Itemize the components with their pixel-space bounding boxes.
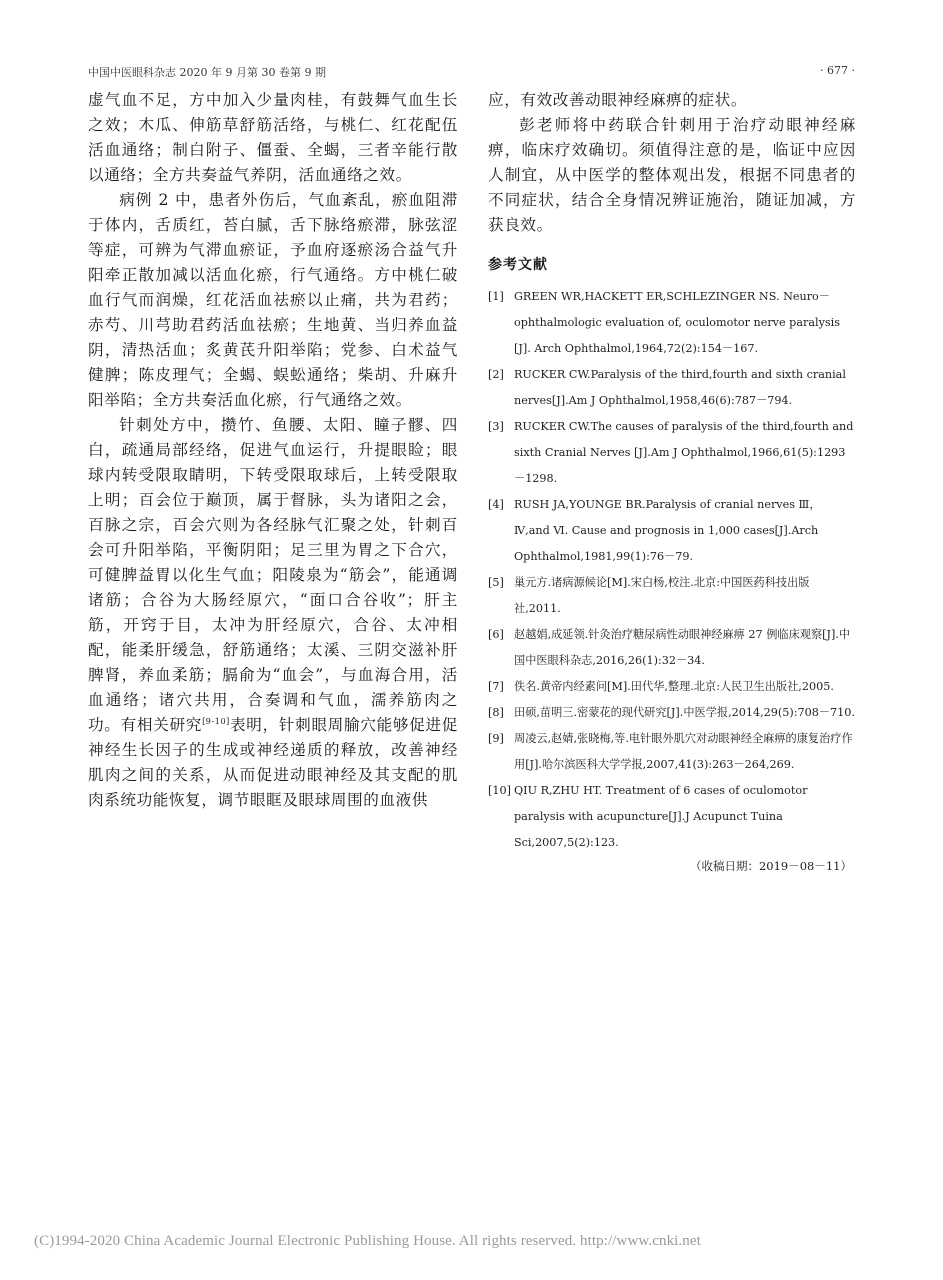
- reference-number: [2]: [488, 368, 504, 381]
- paragraph: 彭老师将中药联合针刺用于治疗动眼神经麻痹，临床疗效确切。须值得注意的是，临证中应因人制宜，从中医学的整体观出发，根据不同患者的不同症状，结合全身情况辨证施治，随证加减，方获良效。: [488, 116, 856, 234]
- paragraph-text: 表明，针刺眼周腧穴能够促进促神经生长因子的生成或神经递质的释放，改善神经肌肉之间的关系，从而促进动眼神经及其支配的肌肉系统功能恢复，调节眼眶及眼球周围的血液供: [88, 716, 458, 809]
- reference-item: [488, 674, 856, 700]
- reference-text: QIU R,ZHU HT. Treatment of 6 cases of oculomotor paralysis with acupuncture[J].J Acupunct Tuina Sci,2007,5(2):123.: [514, 784, 808, 849]
- reference-text: 巢元方.诸病源候论[M].宋白杨,校注.北京:中国医药科技出版社,2011.: [514, 576, 810, 615]
- received-date: （收稿日期：2019－08－11）: [689, 859, 852, 873]
- paragraph-text: 针刺处方中，攒竹、鱼腰、太阳、瞳子髎、四白，疏通局部经络，促进气血运行，升提眼睑；眼球内转受限取睛明，下转受限取球后，上转受限取上明；百会位于巅顶，属于督脉，头为诸阳之会，百脉之宗，百会穴则为各经脉气汇聚之处，针刺百会可升阳举陷，平衡阴阳；足三里为胃之下合穴，可健脾益胃以化生气血；阳陵泉为“筋会”，能通调诸筋；合谷为大肠经原穴，“面口合谷收”；肝主筋，开窍于目，太冲为肝经原穴，合谷、太冲相配，能柔肝缓急，舒筋通络；太溪、三阴交滋补肝脾肾，养血柔筋；膈俞为“血会”，与血海合用，活血通络；诸穴共用，合奏调和气血，濡养筋肉之功。有相关研究: [88, 416, 458, 734]
- reference-text: 田硕,苗明三.密蒙花的现代研究[J].中医学报,2014,29(5):708－710.: [514, 706, 855, 719]
- journal-header: 中国中医眼科杂志 2020 年 9 月第 30 卷第 9 期: [88, 66, 326, 79]
- reference-text: RUCKER CW.Paralysis of the third,fourth and sixth cranial nerves[J].Am J Ophthalmol,1958,46(6):787－794.: [514, 368, 846, 407]
- reference-text: RUSH JA,YOUNGE BR.Paralysis of cranial nerves Ⅲ，Ⅳ,and Ⅵ. Cause and prognosis in 1,000 cases[J].Arch Ophthalmol,1981,99(1):76－79.: [514, 498, 821, 563]
- paragraph: 病例 2 中，患者外伤后，气血紊乱，瘀血阻滞于体内，舌质红，苔白腻，舌下脉络瘀滞，脉弦涩等症，可辨为气滞血瘀证，予血府逐瘀汤合益气升阳牵正散加减以活血化瘀，行气通络。方中桃仁破血行气而润燥，红花活血祛瘀以止痛，共为君药；赤芍、川芎助君药活血祛瘀；生地黄、当归养血益阴，清热活血；炙黄芪升阳举陷；党参、白术益气健脾；陈皮理气；全蝎、蜈蚣通络；柴胡、升麻升阳举陷；全方共奏活血化瘀，行气通络之效。: [88, 191, 458, 409]
- reference-item: [488, 700, 856, 726]
- reference-number: [6]: [488, 628, 504, 641]
- reference-text: 佚名.黄帝内经素问[M].田代华,整理.北京:人民卫生出版社,2005.: [514, 680, 834, 693]
- reference-item: [488, 284, 856, 362]
- citation: [9-10]: [202, 716, 230, 726]
- copyright-footer: (C)1994-2020 China Academic Journal Electronic Publishing House. All rights reserved. http://www.cnki.net: [34, 1233, 701, 1249]
- reference-item: [488, 492, 856, 570]
- reference-item: [488, 726, 856, 778]
- references-heading: 参考文献: [488, 257, 548, 273]
- reference-number: [9]: [488, 732, 504, 745]
- reference-list: [488, 284, 856, 856]
- reference-item: [488, 622, 856, 674]
- paragraph: 虚气血不足，方中加入少量肉桂，有鼓舞气血生长之效；木瓜、伸筋草舒筋活络，与桃仁、红花配伍活血通络；制白附子、僵蚕、全蝎，三者辛能行散以通络；全方共奏益气养阴，活血通络之效。: [88, 91, 458, 184]
- reference-number: [10]: [488, 784, 511, 797]
- reference-text: RUCKER CW.The causes of paralysis of the third,fourth and sixth Cranial Nerves [J].Am J Ophthalmol,1966,61(5):1293－1298.: [514, 420, 854, 485]
- page-number: · 677 ·: [820, 64, 855, 77]
- reference-item: [488, 414, 856, 492]
- reference-number: [3]: [488, 420, 504, 433]
- reference-number: [1]: [488, 290, 504, 303]
- paragraph: [88, 413, 458, 813]
- reference-item: [488, 362, 856, 414]
- reference-text: 赵越娟,成延领.针灸治疗糖尿病性动眼神经麻痹 27 例临床观察[J].中国中医眼科杂志,2016,26(1):32－34.: [514, 628, 851, 667]
- reference-number: [5]: [488, 576, 504, 589]
- reference-item: [488, 778, 856, 856]
- paragraph: 应，有效改善动眼神经麻痹的症状。: [488, 91, 748, 109]
- reference-item: [488, 570, 856, 622]
- reference-text: 周凌云,赵婧,张晓梅,等.电针眼外肌穴对动眼神经全麻痹的康复治疗作用[J].哈尔滨医科大学学报,2007,41(3):263－264,269.: [514, 732, 853, 771]
- reference-number: [8]: [488, 706, 504, 719]
- reference-number: [4]: [488, 498, 504, 511]
- reference-number: [7]: [488, 680, 504, 693]
- left-column: [88, 88, 458, 813]
- reference-text: GREEN WR,HACKETT ER,SCHLEZINGER NS. Neuro－ophthalmologic evaluation of, oculomotor nerve paralysis [J]. Arch Ophthalmol,1964,72(2):154－167.: [514, 290, 840, 355]
- right-column: [488, 88, 856, 874]
